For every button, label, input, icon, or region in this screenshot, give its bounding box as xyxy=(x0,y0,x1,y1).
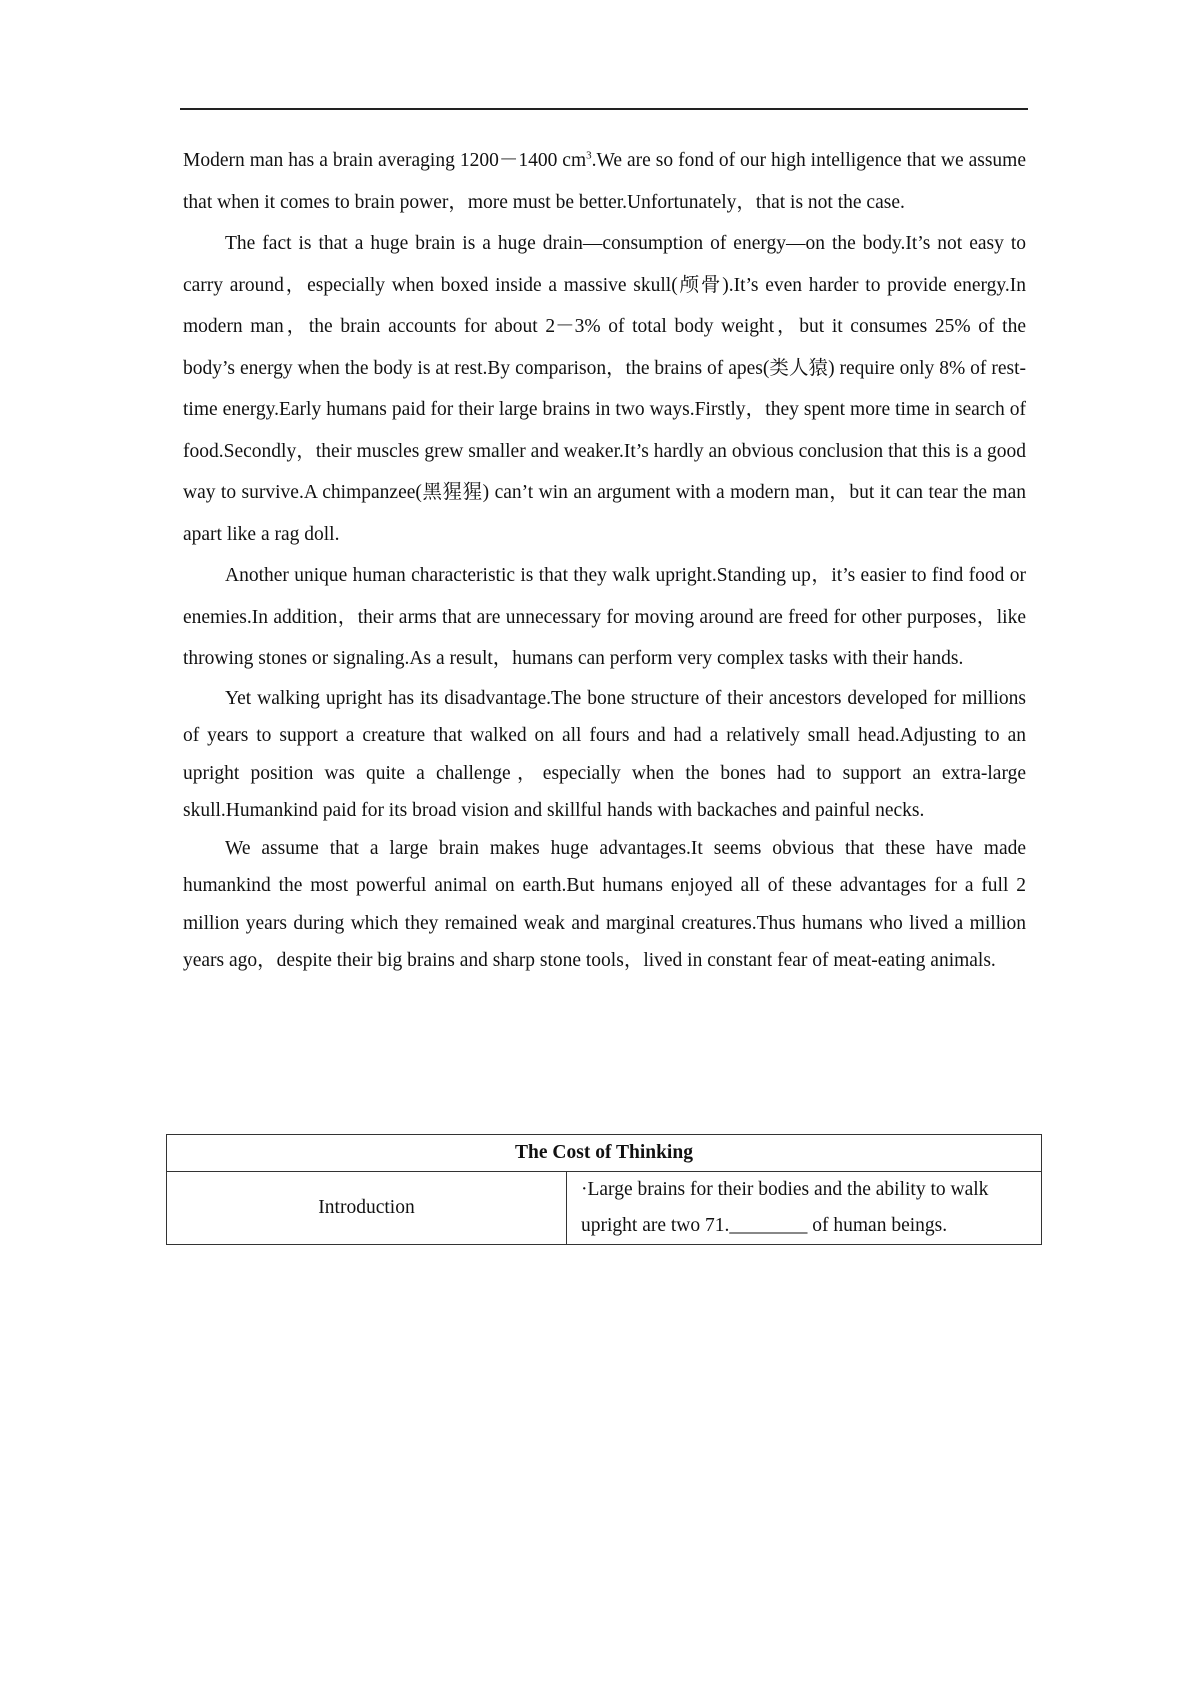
table-title-row xyxy=(167,1135,1042,1172)
row-label: Introduction xyxy=(167,1172,567,1245)
summary-table xyxy=(166,1134,1042,1245)
paragraph-4: Yet walking upright has its disadvantage.The bone structure of their ancestors developed for millions of years to support a creature that walked on all fours and had a relatively small head.Adjusting to an upright position was quite a challenge，especially when the bones had to support an extra-large skull.Humankind paid for its broad vision and skillful hands with backaches and painful necks. xyxy=(183,687,1026,821)
paragraph-5: We assume that a large brain makes huge advantages.It seems obvious that these have made humankind the most powerful animal on earth.But humans enjoyed all of these advantages for a full 2 million years during which they remained weak and marginal creatures.Thus humans who lived a million years ago，despite their big brains and sharp stone tools，lived in constant fear of meat-eating animals. xyxy=(183,837,1026,971)
paragraph-1: Modern man has a brain averaging 1200－1400 $cm^3.We$ are so fond of our high intelligence that we assume that when it comes to brain power，more must be better.Unfortunately，that is not the case. xyxy=(183,149,1026,213)
table-row xyxy=(167,1172,1042,1245)
header-rule xyxy=(180,108,1028,110)
passage xyxy=(183,140,1026,980)
table-title: The Cost of Thinking xyxy=(167,1135,1042,1172)
paragraph-2: The fact is that a huge brain is a huge drain—consumption of energy—on the body.It’s not easy to carry around，especially when boxed inside a massive skull(颅骨).It’s even harder to provide energy.In modern man，the brain accounts for about 2－3% of total body weight，but it consumes 25% of the body’s energy when the body is at rest.By comparison，the brains of apes(类人猿) require only 8% of rest-time energy.Early humans paid for their large brains in two ways.Firstly，they spent more time in search of food.Secondly，their muscles grew smaller and weaker.It’s hardly an obvious conclusion that this is a good way to survive.A chimpanzee(黑猩猩) can’t win an argument with a modern man，but it can tear the man apart like a rag doll. xyxy=(183,233,1026,545)
row-content: ·Large brains for their bodies and the ability to walk upright are two 71.________ of human beings. xyxy=(567,1172,1042,1245)
superscript: 3 xyxy=(586,149,592,162)
paragraph-3: Another unique human characteristic is that they walk upright.Standing up，it’s easier to find food or enemies.In addition，their arms that are unnecessary for moving around are freed for other purposes，like throwing stones or signaling.As a result，humans can perform very complex tasks with their hands. xyxy=(183,565,1026,669)
